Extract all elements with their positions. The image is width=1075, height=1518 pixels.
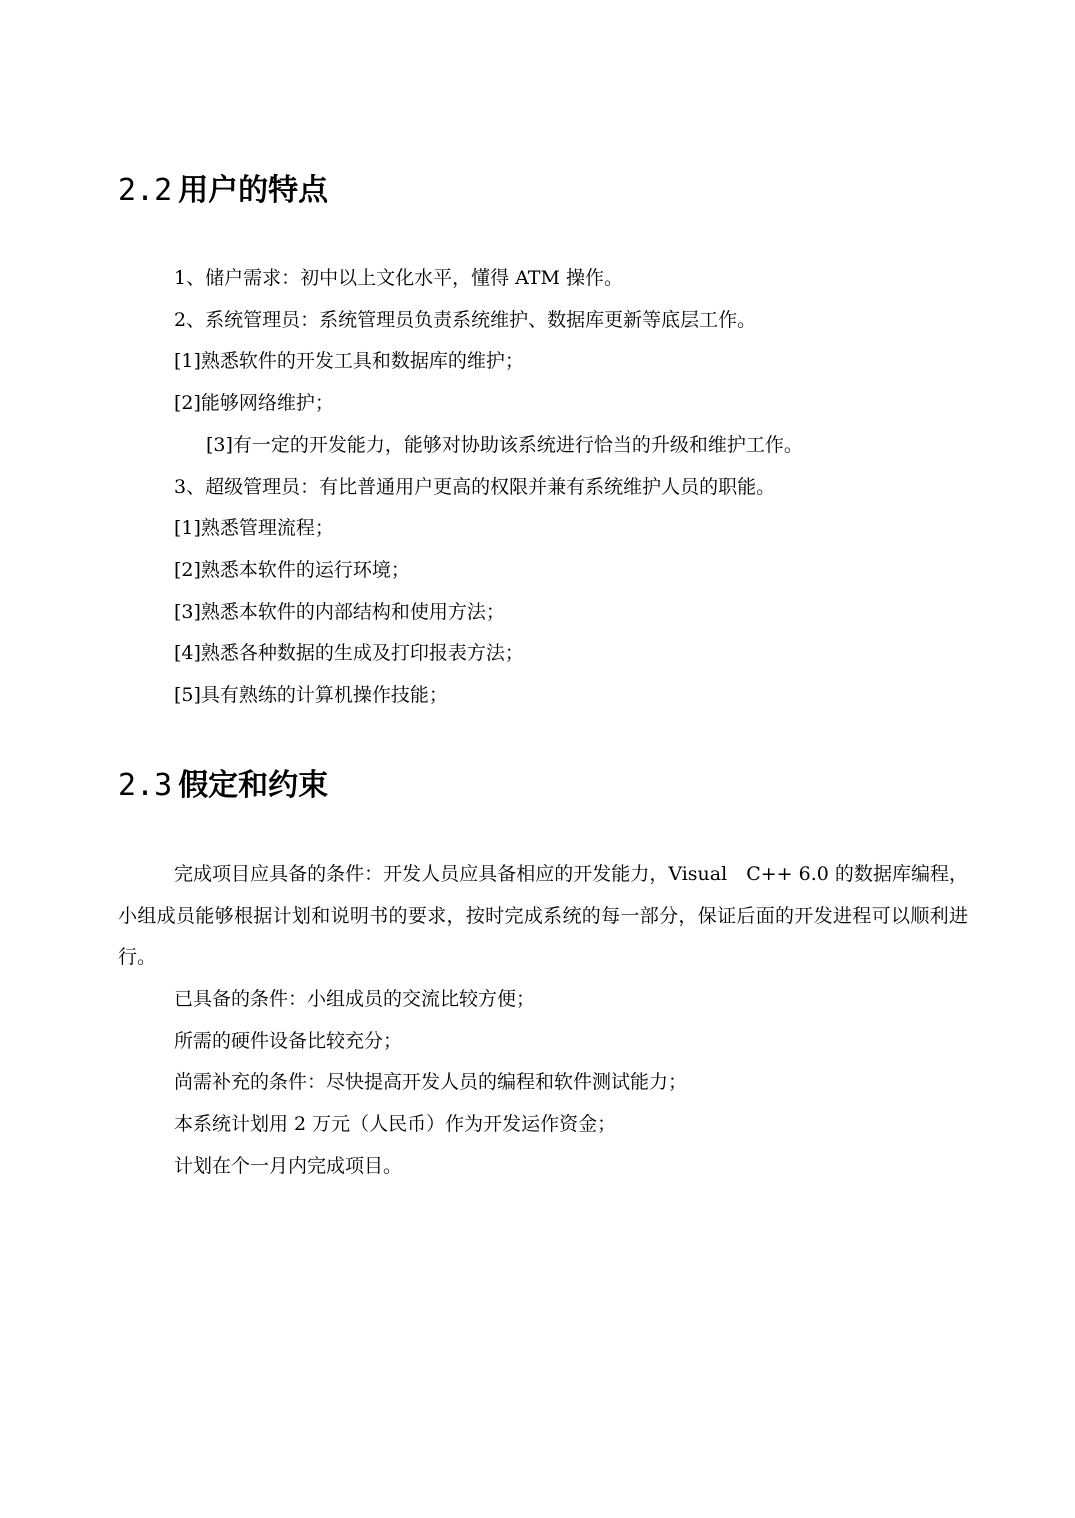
user-line-4: [2]能够网络维护； <box>174 392 334 414</box>
constraints-paragraph: 完成项目应具备的条件：开发人员应具备相应的开发能力，Visual C++ 6.0 的数据库编程，小组成员能够根据计划和说明书的要求，按时完成系统的每一部分，保证后面的开发进程可以顺利进行。 <box>118 863 968 968</box>
user-line-11: [5]具有熟练的计算机操作技能； <box>174 684 448 706</box>
constraint-line-5: 计划在个一月内完成项目。 <box>174 1155 403 1177</box>
user-line-2: 2、系统管理员：系统管理员负责系统维护、数据库更新等底层工作。 <box>174 309 757 331</box>
section-number: 2.2 <box>118 173 173 208</box>
section-number: 2.3 <box>118 768 173 803</box>
constraint-line-2: 所需的硬件设备比较充分； <box>174 1030 403 1052</box>
constraint-line-3: 尚需补充的条件：尽快提高开发人员的编程和软件测试能力； <box>174 1071 688 1093</box>
section-heading-2-2 <box>118 171 328 211</box>
user-line-1: 1、储户需求：初中以上文化水平，懂得 ATM 操作。 <box>174 267 623 289</box>
section-title: 假定和约束 <box>178 768 329 803</box>
constraint-line-1: 已具备的条件：小组成员的交流比较方便； <box>174 988 536 1010</box>
user-line-5: [3]有一定的开发能力，能够对协助该系统进行恰当的升级和维护工作。 <box>206 434 803 456</box>
user-line-3: [1]熟悉软件的开发工具和数据库的维护； <box>174 350 524 372</box>
user-line-8: [2]熟悉本软件的运行环境； <box>174 559 410 581</box>
user-line-9: [3]熟悉本软件的内部结构和使用方法； <box>174 601 505 623</box>
section-heading-2-3 <box>118 766 328 806</box>
user-line-10: [4]熟悉各种数据的生成及打印报表方法； <box>174 642 524 664</box>
constraint-line-4: 本系统计划用 2 万元（人民币）作为开发运作资金； <box>174 1113 617 1135</box>
section-title: 用户的特点 <box>178 173 329 208</box>
user-line-7: [1]熟悉管理流程； <box>174 517 334 539</box>
user-line-6: 3、超级管理员：有比普通用户更高的权限并兼有系统维护人员的职能。 <box>174 476 776 498</box>
